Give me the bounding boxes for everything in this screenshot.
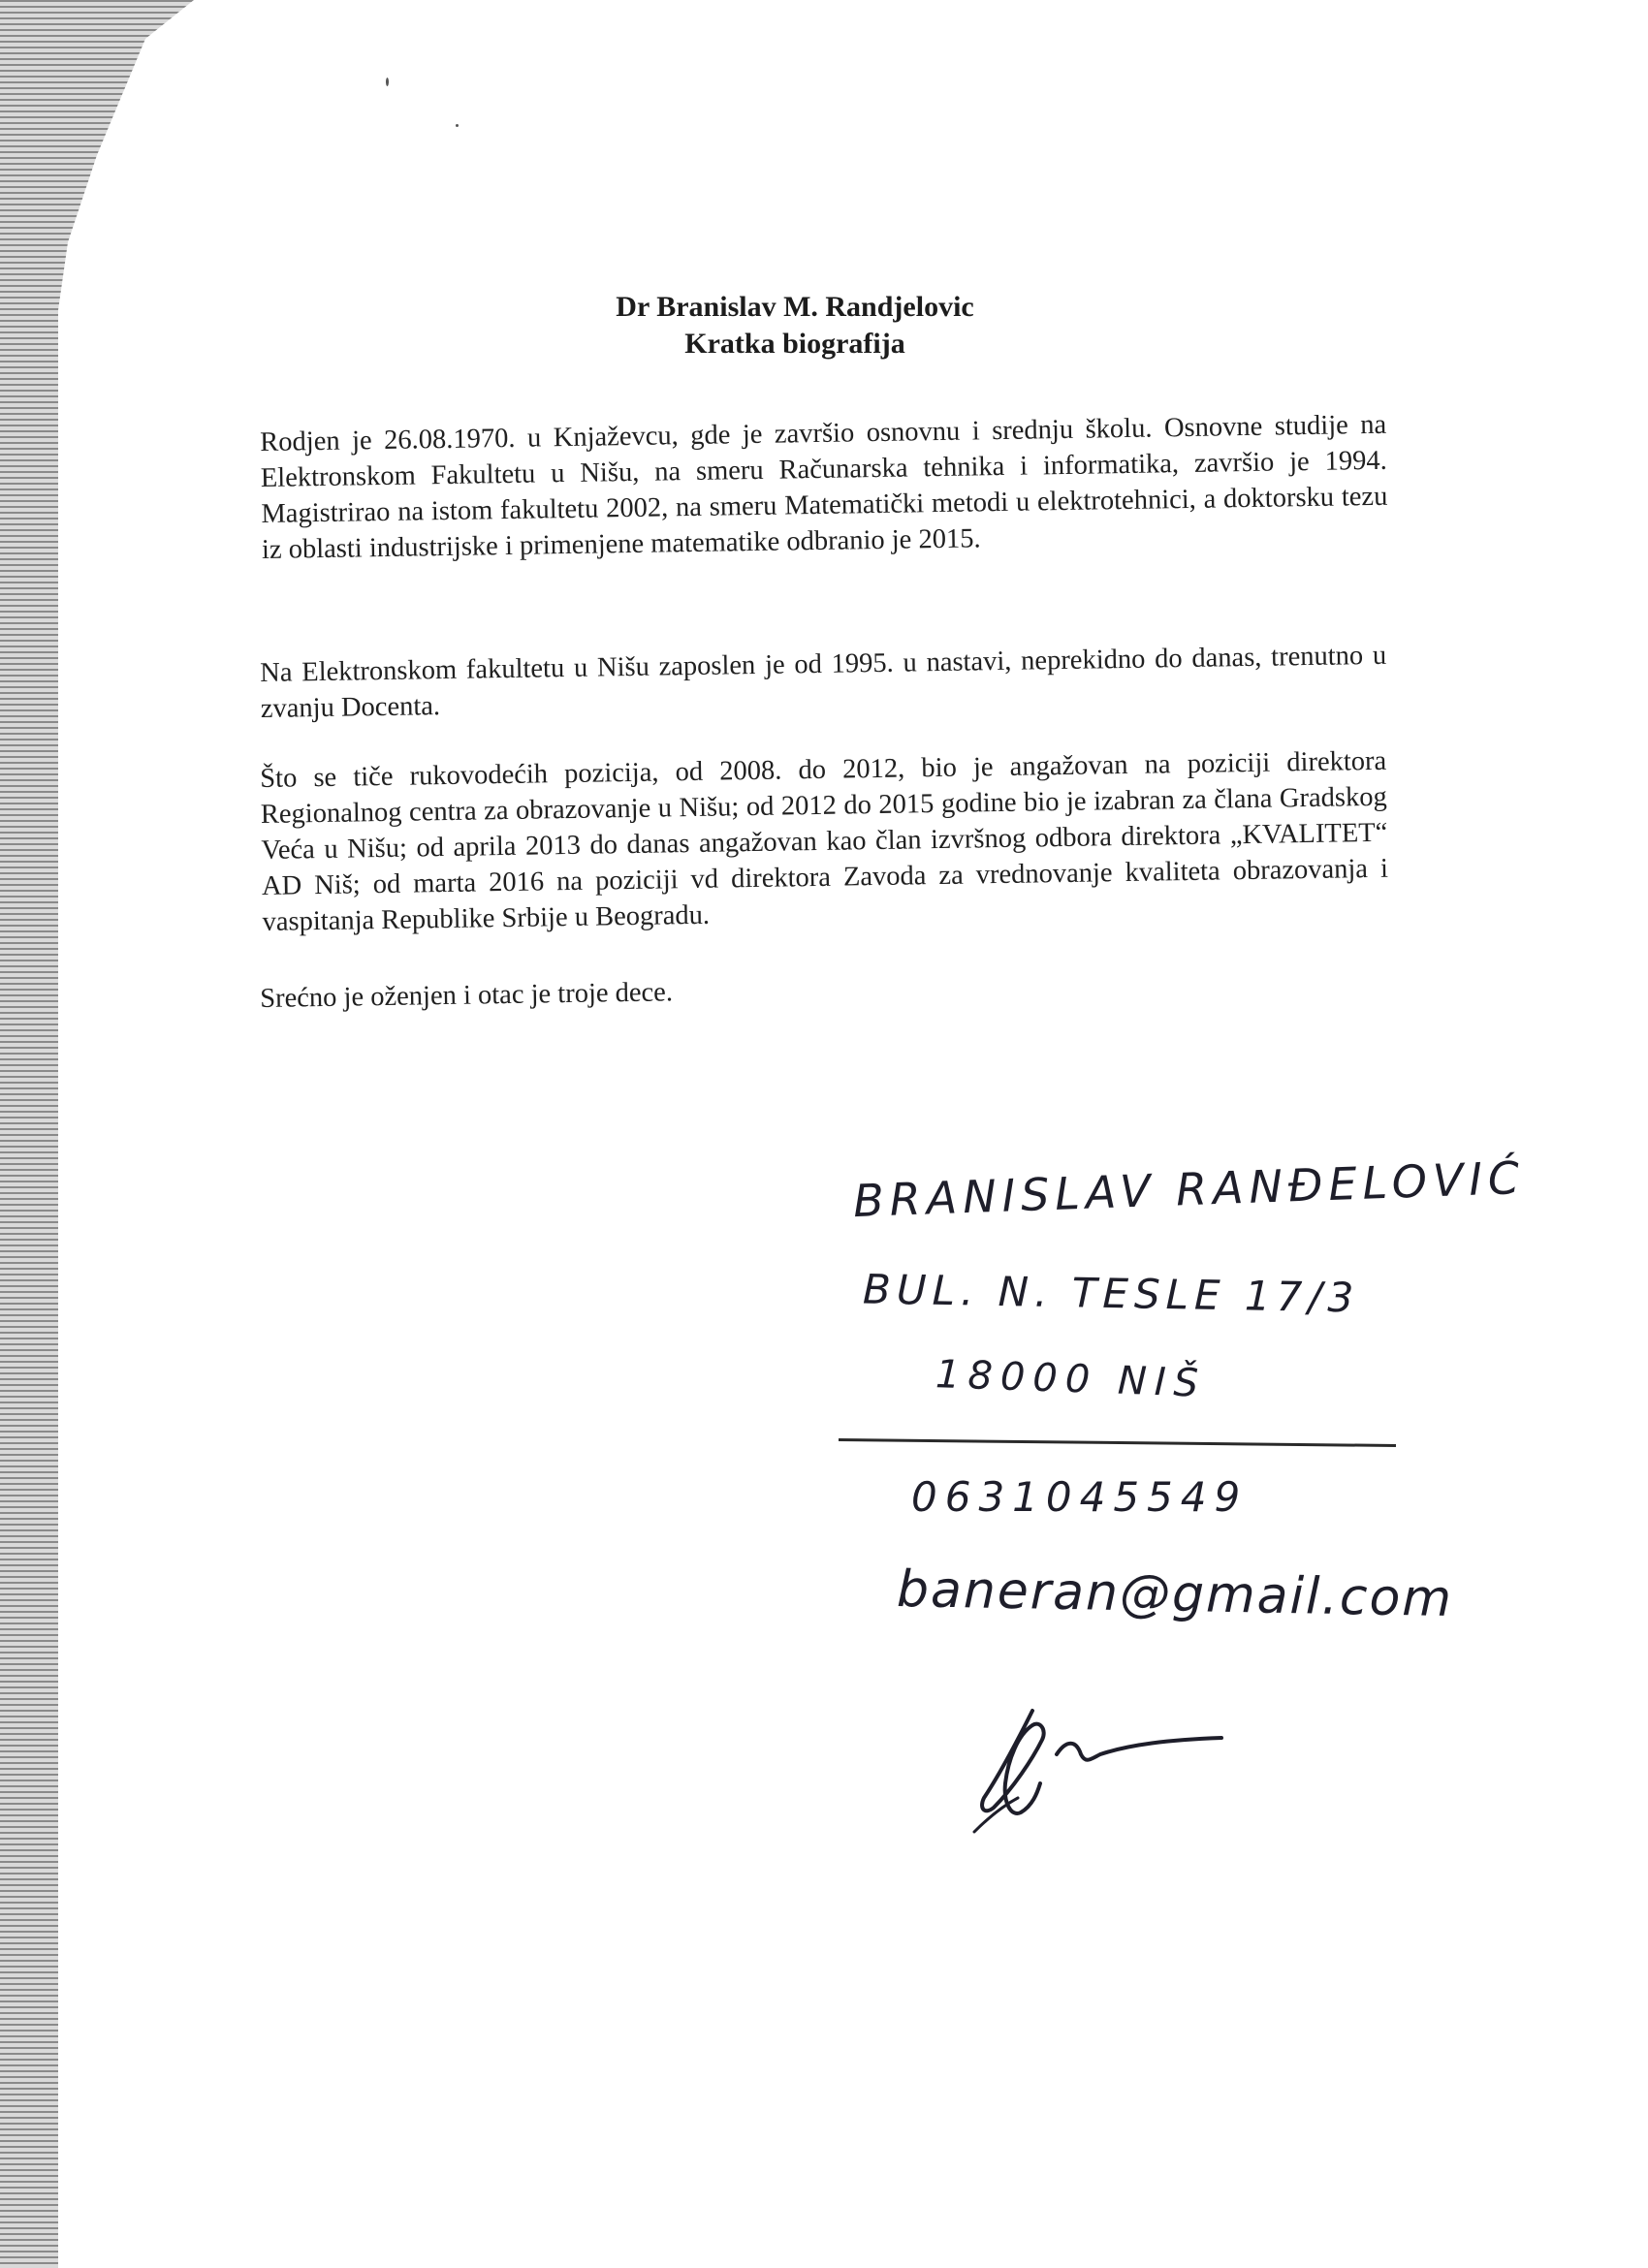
- document-title: Dr Branislav M. Randjelovic: [616, 291, 974, 323]
- handwritten-phone: 0631045549: [911, 1473, 1249, 1521]
- handwritten-address: BUL. N. TESLE 17/3: [862, 1265, 1360, 1322]
- scan-speck: [386, 78, 389, 86]
- scan-speck: [456, 124, 459, 127]
- signature-icon: [965, 1701, 1236, 1837]
- paragraph-management-positions: Što se tiče rukovodećih pozicija, od 2008. do 2012, bio je angažovan na poziciji direktora Regionalnog centra za obrazovanje u Nišu; od 2012 do 2015 godine bio je izabran za člana Gradskog Veća u Nišu; od aprila 2013 do danas angažovan kao član izvršnog odbora direktora „KVALITET“ AD Niš; od marta 2016 na poziciji vd direktora Zavoda za vrednovanje kvaliteta obrazovanja i vaspitanja Republike Srbije u Beogradu.: [260, 745, 1389, 937]
- paragraph-employment: Na Elektronskom fakultetu u Nišu zaposlen je od 1995. u nastavi, neprekidno do danas, trenutno u zvanju Docenta.: [260, 640, 1387, 724]
- document-subtitle: Kratka biografija: [684, 328, 905, 360]
- handwritten-email: baneran@gmail.com: [896, 1559, 1454, 1629]
- handwritten-city: 18000 NIŠ: [935, 1352, 1207, 1406]
- handwritten-underline: [839, 1438, 1396, 1447]
- handwritten-name: BRANISLAV RANĐELOVIĆ: [852, 1150, 1526, 1228]
- paragraph-family: Srećno je oženjen i otac je troje dece.: [260, 977, 674, 1014]
- paragraph-education: Rodjen je 26.08.1970. u Knjaževcu, gde je završio osnovnu i srednju školu. Osnovne studije na Elektronskom Fakultetu u Nišu, na smeru Računarska tehnika i informatika, završio je 1994. Magistrirao na istom fakultetu 2002, na smeru Matematički metodi u elektrotehnici, a doktorsku tezu iz oblasti industrijske i primenjene matematike odbranio je 2015.: [260, 409, 1388, 565]
